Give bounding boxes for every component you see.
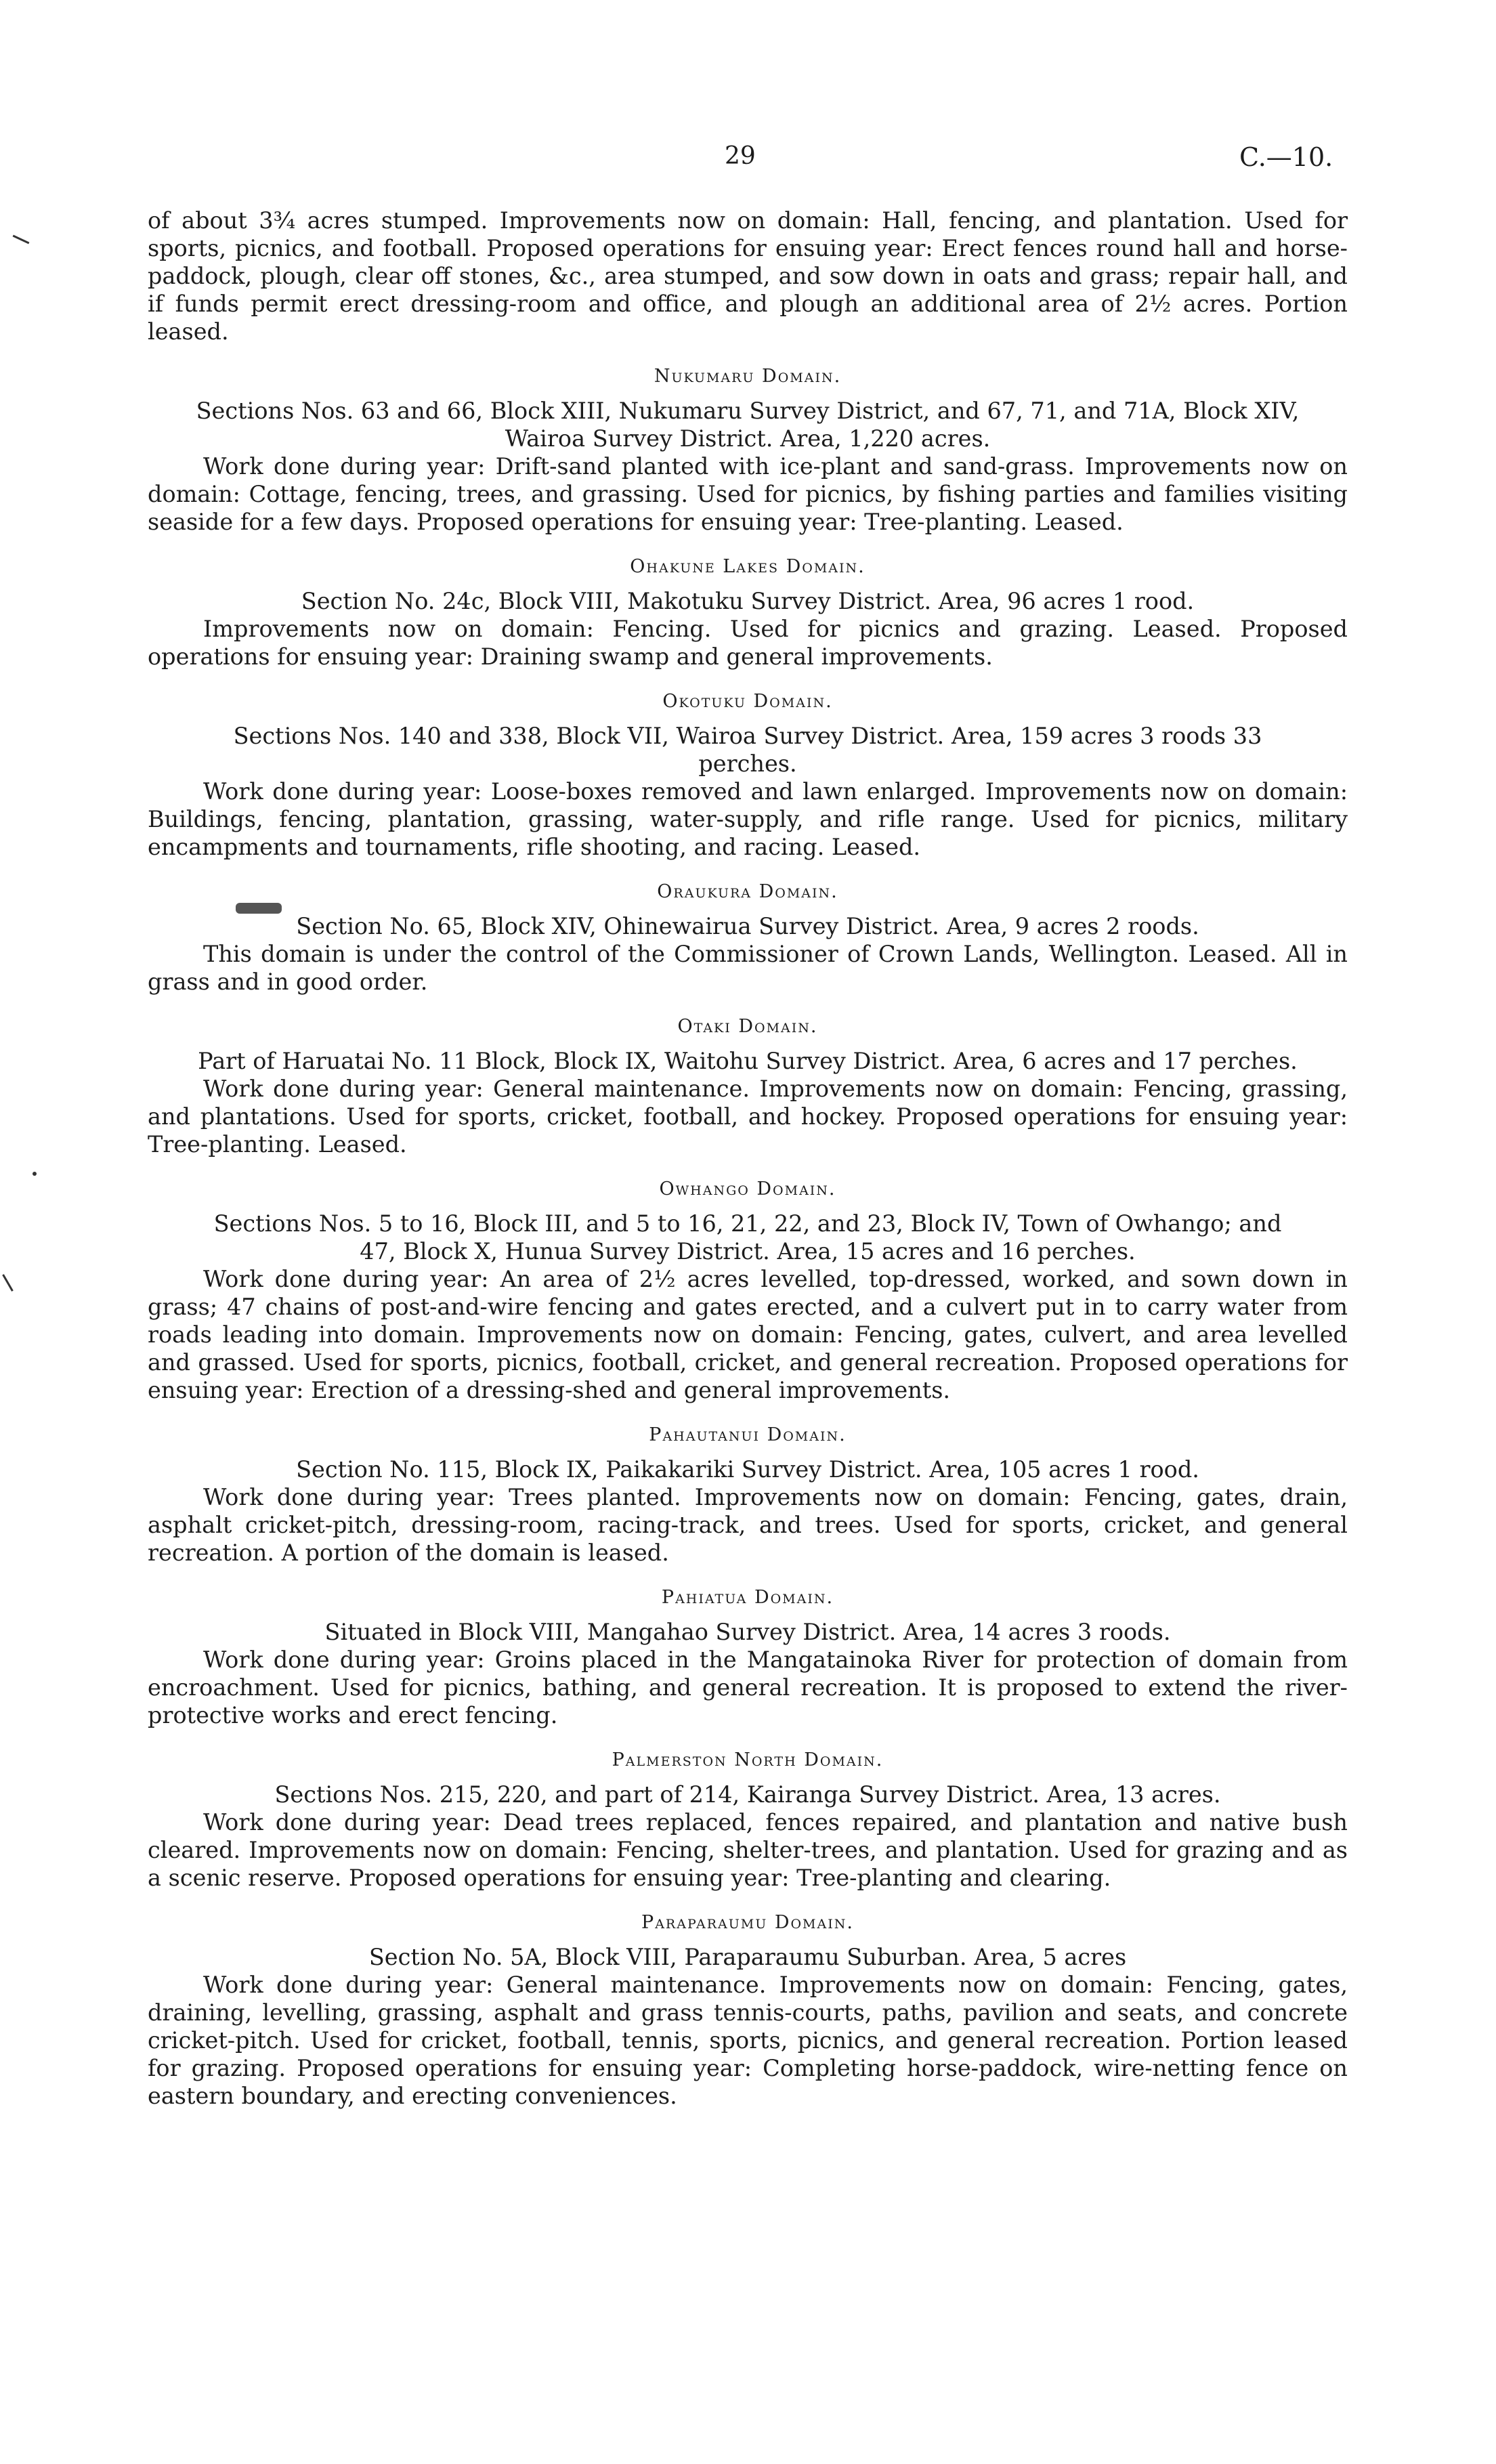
section-title: Owhango Domain. xyxy=(659,1178,836,1199)
section-location: Situated in Block VIII, Mangahao Survey District. Area, 14 acres 3 roods. xyxy=(324,1619,1171,1645)
section-location: Section No. 115, Block IX, Paikakariki Survey District. Area, 105 acres 1 rood. xyxy=(296,1456,1199,1483)
section-title: Palmerston North Domain. xyxy=(612,1749,884,1770)
scan-speck xyxy=(13,235,30,245)
section-pahautanui xyxy=(148,1422,1348,1567)
section-title: Paraparaumu Domain. xyxy=(641,1912,854,1933)
section-title: Pahiatua Domain. xyxy=(661,1587,834,1608)
document-body xyxy=(148,207,1348,2110)
section-location: Section No. 65, Block XIV, Ohinewairua Survey District. Area, 9 acres 2 roods. xyxy=(296,913,1199,939)
section-body: Work done during year: General maintenance. Improvements now on domain: Fencing, grassing, and plantations. Used for sports, cricket, football, and hockey. Proposed operations for ensuing year: Tree-planting. Leased. xyxy=(148,1076,1348,1157)
section-title: Ohakune Lakes Domain. xyxy=(630,556,865,577)
section-location: Sections Nos. 215, 220, and part of 214, Kairanga Survey District. Area, 13 acres. xyxy=(274,1781,1221,1808)
section-ohakune-lakes xyxy=(148,553,1348,671)
page-number: 29 xyxy=(725,142,756,170)
intro-paragraph: of about 3¾ acres stumped. Improvements now on domain: Hall, fencing, and plantation. Used for sports, picnics, and football. Proposed operations for ensuing year: Erect fences round hall and horse-paddock, plough, clear off stones, &c., area stumped, and sow down in oats and grass; repair hall, and if funds permit erect dressing-room and office, and plough an additional area of 2½ acres. Portion leased. xyxy=(148,207,1348,345)
section-otaki xyxy=(148,1013,1348,1158)
section-location: Sections Nos. 140 and 338, Block VII, Wairoa Survey District. Area, 159 acres 3 roods 33 perches. xyxy=(233,723,1262,777)
section-body: Improvements now on domain: Fencing. Used for picnics and grazing. Leased. Proposed operations for ensuing year: Draining swamp and general improvements. xyxy=(148,616,1348,670)
section-body: Work done during year: General maintenance. Improvements now on domain: Fencing, gates, draining, levelling, grassing, asphalt and grass tennis-courts, paths, pavilion and seats, and concrete cricket-pitch. Used for cricket, football, tennis, sports, picnics, and general recreation. Portion leased for grazing. Proposed operations for ensuing year: Completing horse-paddock, wire-netting fence on eastern boundary, and erecting conveniences. xyxy=(148,1972,1348,2109)
section-location: Sections Nos. 63 and 66, Block XIII, Nukumaru Survey District, and 67, 71, and 71A, Block XIV, Wairoa Survey District. Area, 1,220 acres. xyxy=(196,398,1300,452)
section-body: Work done during year: An area of 2½ acres levelled, top-dressed, worked, and sown down in grass; 47 chains of post-and-wire fencing and gates erected, and a culvert put in to carry water from roads leading into domain. Improvements now on domain: Fencing, gates, culvert, and area levelled and grassed. Used for sports, picnics, football, cricket, and general recreation. Proposed operations for ensuing year: Erection of a dressing-shed and general improvements. xyxy=(148,1266,1348,1403)
section-body: Work done during year: Loose-boxes removed and lawn enlarged. Improvements now on domain: Buildings, fencing, plantation, grassing, water-supply, and rifle range. Used for picnics, military encampments and tournaments, rifle shooting, and racing. Leased. xyxy=(148,778,1348,860)
section-okotuku xyxy=(148,688,1348,861)
section-nukumaru xyxy=(148,363,1348,536)
section-body: Work done during year: Trees planted. Improvements now on domain: Fencing, gates, drain, asphalt cricket-pitch, dressing-room, racing-track, and trees. Used for sports, cricket, and general recreation. A portion of the domain is leased. xyxy=(148,1484,1348,1566)
section-location: Part of Haruatai No. 11 Block, Block IX, Waitohu Survey District. Area, 6 acres and 17 perches. xyxy=(198,1048,1298,1074)
scan-speck xyxy=(33,1172,37,1176)
section-owhango xyxy=(148,1176,1348,1404)
section-pahiatua xyxy=(148,1584,1348,1729)
section-oraukura xyxy=(148,878,1348,996)
section-body: Work done during year: Groins placed in the Mangatainoka River for protection of domain from encroachment. Used for picnics, bathing, and general recreation. It is proposed to extend the river-protective works and erect fencing. xyxy=(148,1647,1348,1728)
section-location: Section No. 24c, Block VIII, Makotuku Survey District. Area, 96 acres 1 rood. xyxy=(301,588,1195,614)
section-body: Work done during year: Dead trees replaced, fences repaired, and plantation and native bush cleared. Improvements now on domain: Fencing, shelter-trees, and plantation. Used for grazing and as a scenic reserve. Proposed operations for ensuing year: Tree-planting and clearing. xyxy=(148,1809,1348,1891)
section-title: Otaki Domain. xyxy=(677,1016,818,1037)
section-location: Sections Nos. 5 to 16, Block III, and 5 to 16, 21, 22, and 23, Block IV, Town of Owhango; and 47, Block X, Hunua Survey District. Area, 15 acres and 16 perches. xyxy=(213,1210,1282,1265)
scan-speck xyxy=(2,1274,14,1292)
section-title: Okotuku Domain. xyxy=(662,691,833,712)
section-body: Work done during year: Drift-sand planted with ice-plant and sand-grass. Improvements now on domain: Cottage, fencing, trees, and grassing. Used for picnics, by fishing parties and families visiting seaside for a few days. Proposed operations for ensuing year: Tree-planting. Leased. xyxy=(148,453,1348,535)
section-location: Section No. 5A, Block VIII, Paraparaumu Suburban. Area, 5 acres xyxy=(368,1944,1127,1970)
section-title: Nukumaru Domain. xyxy=(654,366,842,387)
section-title: Pahautanui Domain. xyxy=(649,1424,847,1445)
section-title: Oraukura Domain. xyxy=(657,881,838,902)
section-paraparaumu xyxy=(148,1909,1348,2110)
page-code: C.—10. xyxy=(1239,142,1333,172)
section-body: This domain is under the control of the Commissioner of Crown Lands, Wellington. Leased. All in grass and in good order. xyxy=(148,941,1348,995)
section-palmerston-north xyxy=(148,1747,1348,1892)
